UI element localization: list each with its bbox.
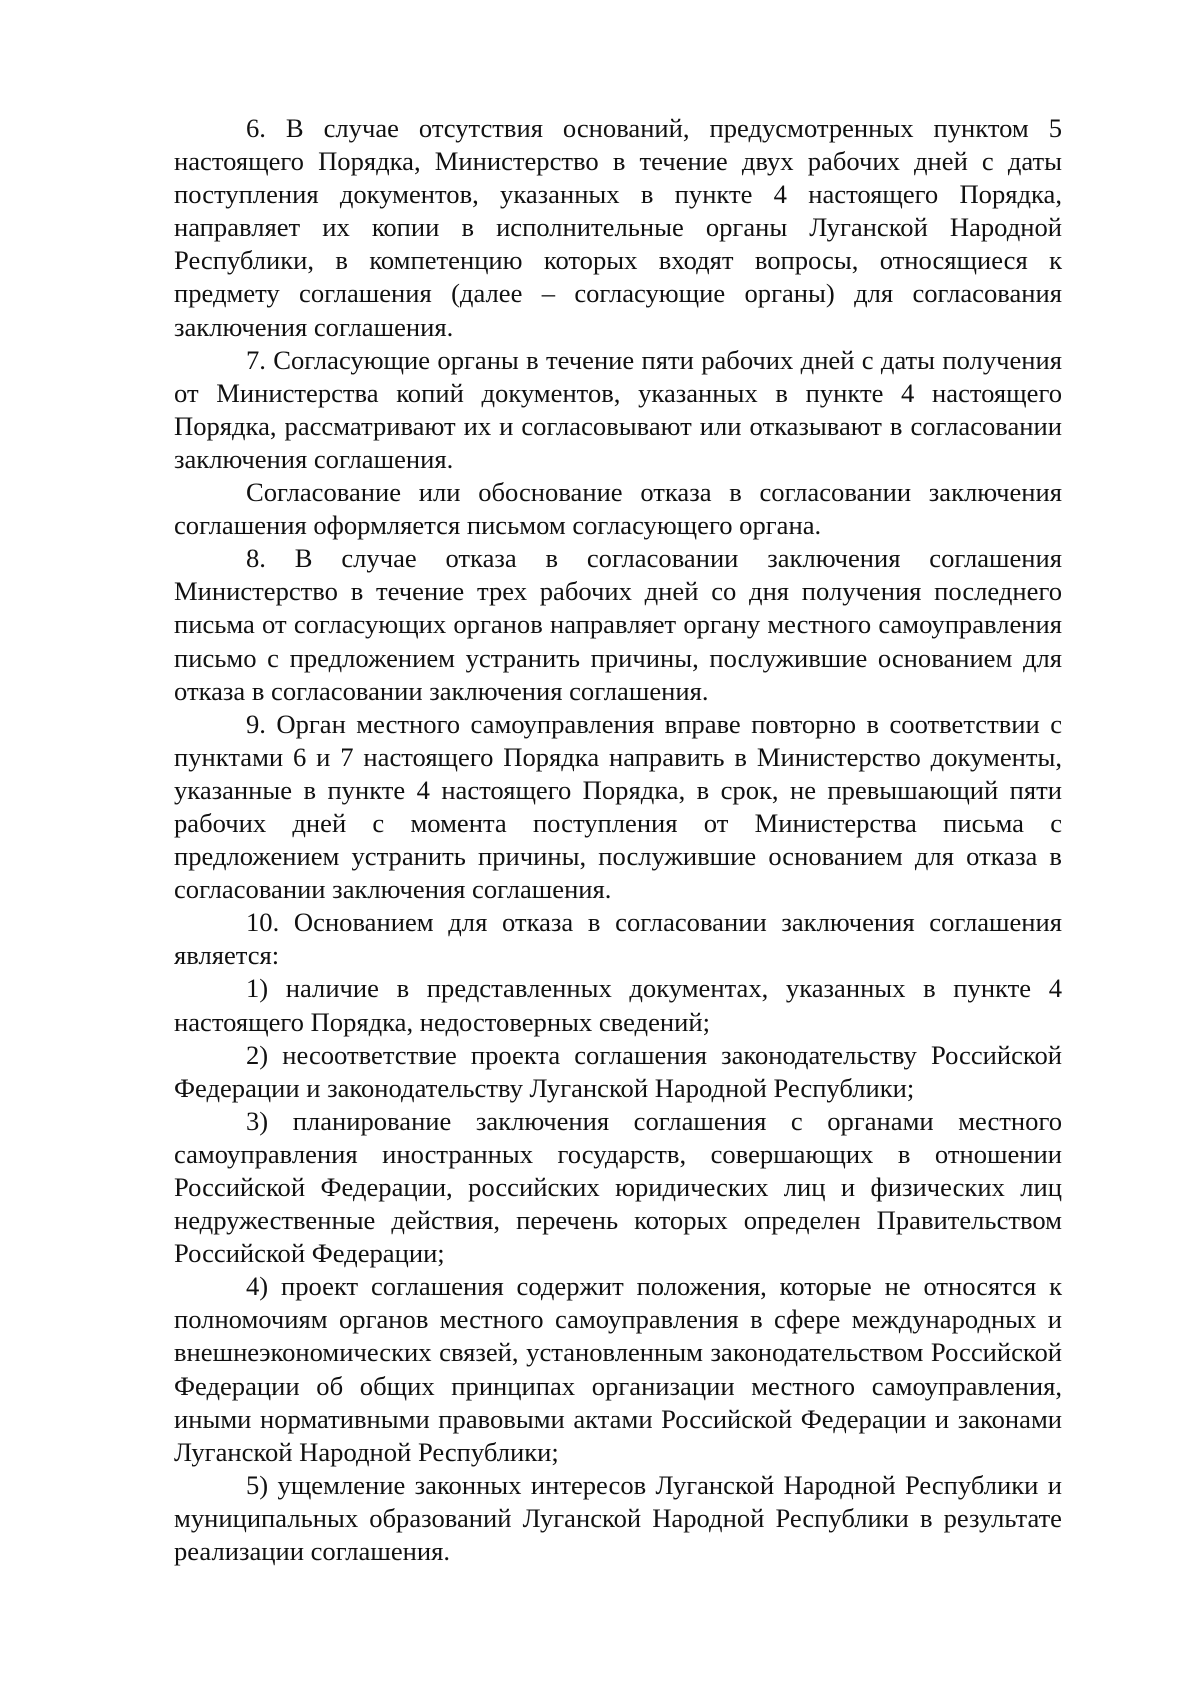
paragraph-item-6: 6. В случае отсутствия оснований, предусмотренных пунктом 5 настоящего Порядка, Министерство в течение двух рабочих дней с даты поступления документов, указанных в пункте 4 настоящего Порядка, направляет их копии в исполнительные органы Луганской Народной Республики, в компетенцию которых входят вопросы, относящиеся к предмету соглашения (далее – согласующие органы) для согласования заключения соглашения. [174, 113, 1062, 342]
paragraph-item-9: 9. Орган местного самоуправления вправе повторно в соответствии с пунктами 6 и 7 настоящего Порядка направить в Министерство документы, указанные в пункте 4 настоящего Порядка, в срок, не превышающий пяти рабочих дней с момента поступления от Министерства письма с предложением устранить причины, послужившие основанием для отказа в согласовании заключения соглашения. [174, 708, 1062, 905]
paragraph-item-7-note: Согласование или обоснование отказа в согласовании заключения соглашения оформляется письмом согласующего органа. [174, 477, 1062, 541]
paragraph-item-7: 7. Согласующие органы в течение пяти рабочих дней с даты получения от Министерства копий документов, указанных в пункте 4 настоящего Порядка, рассматривают их и согласовывают или отказывают в согласовании заключения соглашения. [174, 344, 1062, 474]
list-item-2: 2) несоответствие проекта соглашения законодательству Российской Федерации и законодательству Луганской Народной Республики; [174, 1039, 1062, 1103]
list-item-4: 4) проект соглашения содержит положения, которые не относятся к полномочиям органов местного самоуправления в сфере международных и внешнеэкономических связей, установленным законодательством Российской Федерации об общих принципах организации местного самоуправления, иными нормативными правовыми актами Российской Федерации и законами Луганской Народной Республики; [174, 1271, 1062, 1467]
list-item-1: 1) наличие в представленных документах, указанных в пункте 4 настоящего Порядка, недостоверных сведений; [174, 973, 1062, 1037]
paragraph-item-10: 10. Основанием для отказа в согласовании заключения соглашения является: [174, 907, 1062, 971]
list-item-3: 3) планирование заключения соглашения с органами местного самоуправления иностранных государств, совершающих в отношении Российской Федерации, российских юридических лиц и физических лиц недружественные действия, перечень которых определен Правительством Российской Федерации; [174, 1105, 1062, 1269]
list-item-5: 5) ущемление законных интересов Луганской Народной Республики и муниципальных образований Луганской Народной Республики в результате реализации соглашения. [174, 1469, 1062, 1567]
paragraph-item-8: 8. В случае отказа в согласовании заключения соглашения Министерство в течение трех рабочих дней со дня получения последнего письма от согласующих органов направляет органу местного самоуправления письмо с предложением устранить причины, послужившие основанием для отказа в согласовании заключения соглашения. [174, 543, 1062, 706]
